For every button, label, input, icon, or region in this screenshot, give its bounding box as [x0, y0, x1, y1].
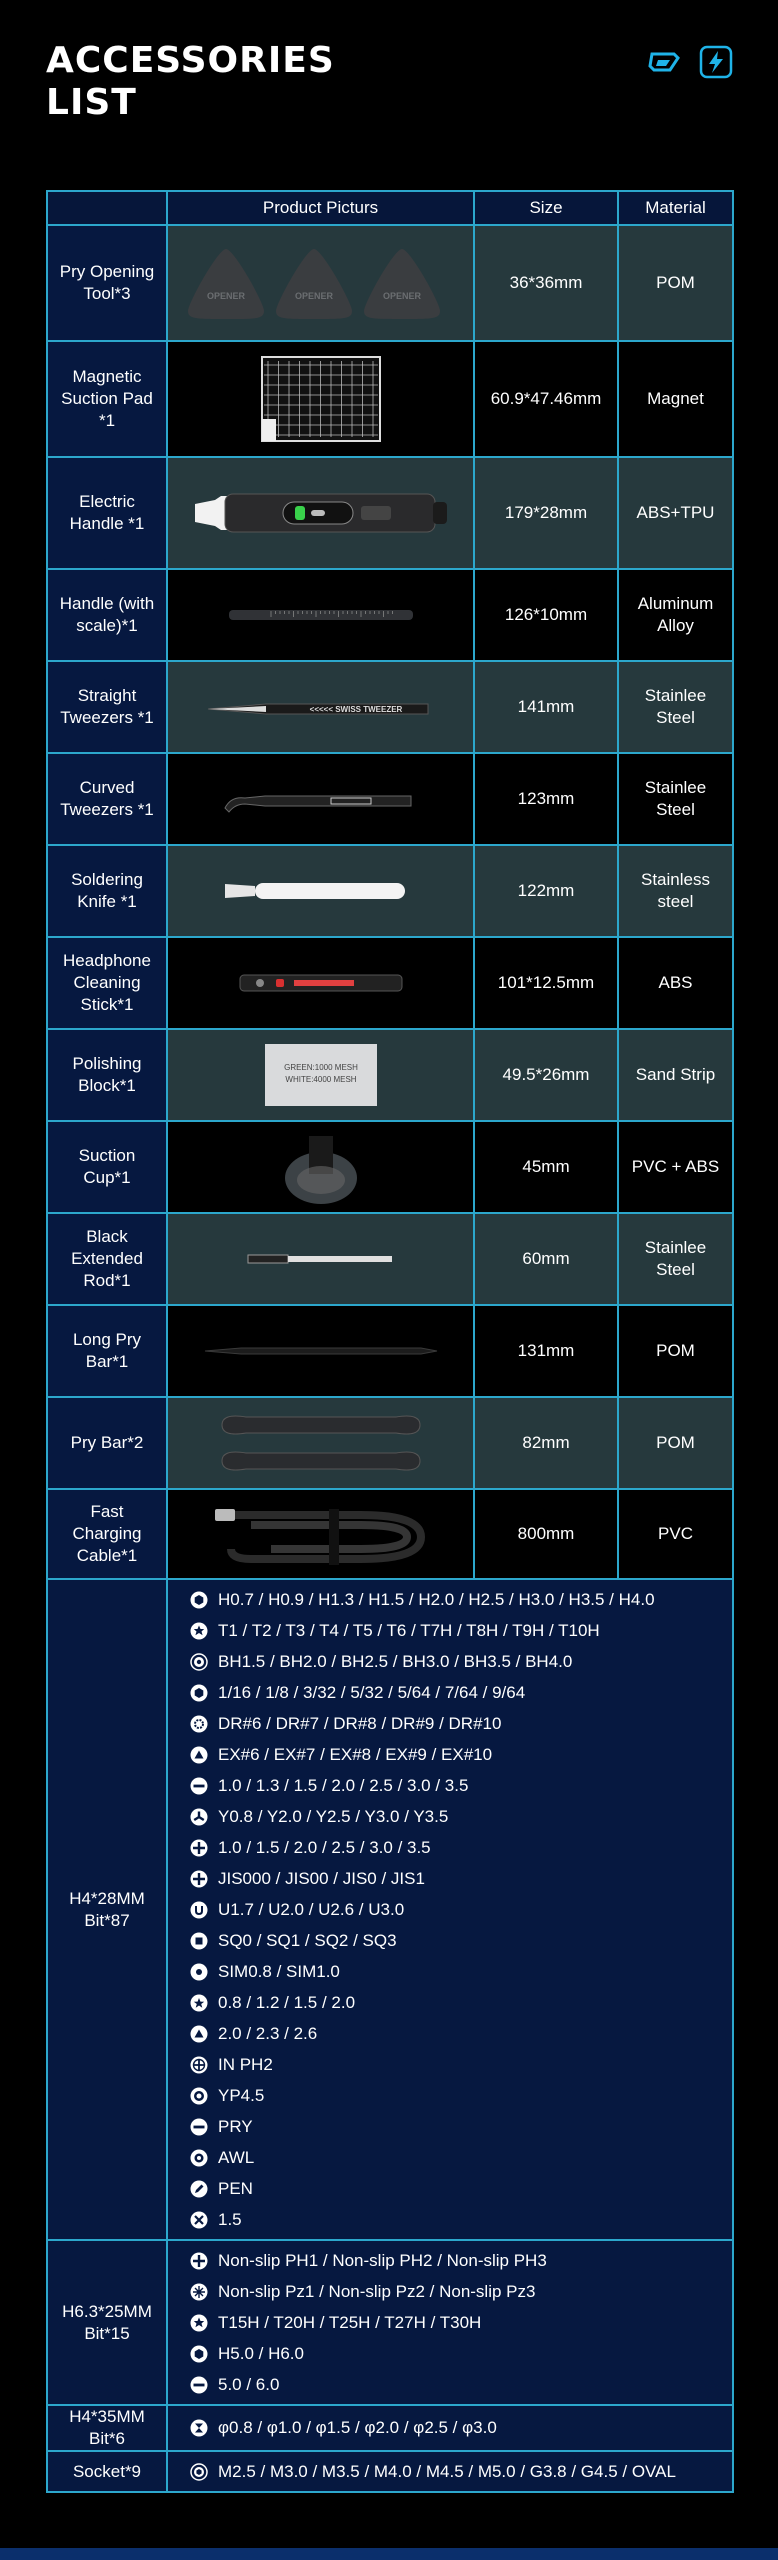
bit-item [190, 1584, 732, 1615]
hex-icon [190, 1684, 208, 1702]
product-material: Stainlee Steel [618, 661, 733, 753]
bit-item [190, 1739, 732, 1770]
product-picture [167, 569, 474, 661]
polishing-label-1: GREEN:1000 MESH [283, 1063, 358, 1072]
table-row [47, 1489, 733, 1579]
bit-item [190, 2049, 732, 2080]
bottom-strip [0, 2548, 778, 2560]
hourglass-icon [190, 2419, 208, 2437]
product-material: Stainless steel [618, 845, 733, 937]
phillips-icon [190, 1839, 208, 1857]
torx-icon [190, 1622, 208, 1640]
product-size: 101*12.5mm [474, 937, 618, 1029]
pick-label: OPENER [382, 291, 421, 301]
table-row [47, 1121, 733, 1213]
sim-icon [190, 1963, 208, 1981]
slotted-icon [190, 1777, 208, 1795]
bit-group-row [47, 2405, 733, 2451]
product-size: 60.9*47.46mm [474, 341, 618, 457]
table-row [47, 457, 733, 569]
header-picture: Product Picturs [167, 191, 474, 225]
phillips-ring-icon [190, 2056, 208, 2074]
awl-icon [190, 2149, 208, 2167]
product-name: Curved Tweezers *1 [47, 753, 167, 845]
bit-list [167, 2240, 733, 2405]
brand-logo-icon [646, 44, 682, 80]
pick-label: OPENER [206, 291, 245, 301]
product-picture [167, 1489, 474, 1579]
pozi-icon [190, 2283, 208, 2301]
product-material: ABS [618, 937, 733, 1029]
product-material: Stainlee Steel [618, 753, 733, 845]
bit-sizes: EX#6 / EX#7 / EX#8 / EX#9 / EX#10 [218, 1744, 493, 1764]
bit-sizes: DR#6 / DR#7 / DR#8 / DR#9 / DR#10 [218, 1713, 502, 1733]
scale-handle-image [168, 600, 473, 630]
bit-sizes: T1 / T2 / T3 / T4 / T5 / T6 / T7H / T8H / T9H / T10H [218, 1620, 600, 1640]
bit-group-row [47, 2240, 733, 2405]
slotted-icon [190, 2118, 208, 2136]
product-picture [167, 845, 474, 937]
product-picture [167, 753, 474, 845]
product-size: 45mm [474, 1121, 618, 1213]
product-material: PVC [618, 1489, 733, 1579]
product-picture [167, 1397, 474, 1489]
product-name: Long Pry Bar*1 [47, 1305, 167, 1397]
bit-group-name: H4*35MM Bit*6 [47, 2405, 167, 2451]
bit-item [190, 2413, 732, 2444]
electric-handle-image [168, 478, 473, 548]
bit-sizes: SIM0.8 / SIM1.0 [218, 1961, 340, 1981]
product-size: 49.5*26mm [474, 1029, 618, 1121]
triangle-icon [190, 1746, 208, 1764]
torx-icon [190, 2314, 208, 2332]
bit-item [190, 2080, 732, 2111]
bit-sizes: T15H / T20H / T25H / T27H / T30H [218, 2312, 482, 2332]
curved-tweezers-image [168, 782, 473, 816]
bit-group-name: H6.3*25MM Bit*15 [47, 2240, 167, 2405]
product-material: PVC + ABS [618, 1121, 733, 1213]
product-name: Suction Cup*1 [47, 1121, 167, 1213]
cleaning-stick-image [168, 967, 473, 999]
product-material: POM [618, 225, 733, 341]
bit-list [167, 2405, 733, 2451]
product-name: Black Extended Rod*1 [47, 1213, 167, 1305]
charging-cable-image [168, 1499, 473, 1569]
bit-sizes: JIS000 / JIS00 / JIS0 / JIS1 [218, 1868, 425, 1888]
product-picture [167, 225, 474, 341]
cog-icon [190, 2087, 208, 2105]
bit-item [190, 1863, 732, 1894]
tweezer-label: <<<<< SWISS TWEEZER [309, 705, 402, 714]
product-picture [167, 341, 474, 457]
bit-item [190, 1801, 732, 1832]
bit-item [190, 1646, 732, 1677]
gear-icon [190, 1715, 208, 1733]
bit-group-name: H4*28MM Bit*87 [47, 1579, 167, 2240]
ball-hex-icon [190, 1653, 208, 1671]
bit-group-name: Socket*9 [47, 2451, 167, 2492]
bit-sizes: PRY [218, 2116, 253, 2136]
slotted-icon [190, 2376, 208, 2394]
hex-icon [190, 2345, 208, 2363]
polishing-label-2: WHITE:4000 MESH [284, 1075, 357, 1084]
soldering-knife-image [168, 874, 473, 908]
tri-wing-icon [190, 1808, 208, 1826]
bit-item [190, 2276, 732, 2307]
table-row [47, 845, 733, 937]
product-name: Pry Opening Tool*3 [47, 225, 167, 341]
product-name: Straight Tweezers *1 [47, 661, 167, 753]
bit-sizes: U1.7 / U2.0 / U2.6 / U3.0 [218, 1899, 405, 1919]
phillips-icon [190, 2252, 208, 2270]
product-picture [167, 1121, 474, 1213]
header-material: Material [618, 191, 733, 225]
product-material: POM [618, 1305, 733, 1397]
long-pry-bar-image [168, 1339, 473, 1363]
product-size: 123mm [474, 753, 618, 845]
product-material: ABS+TPU [618, 457, 733, 569]
product-name: Handle (with scale)*1 [47, 569, 167, 661]
table-row [47, 937, 733, 1029]
bit-group-row [47, 1579, 733, 2240]
product-picture [167, 1213, 474, 1305]
pry-opening-picks-image [168, 243, 473, 323]
product-name: Headphone Cleaning Stick*1 [47, 937, 167, 1029]
bit-sizes: M2.5 / M3.0 / M3.5 / M4.0 / M4.5 / M5.0 / G3.8 / G4.5 / OVAL [218, 2461, 676, 2481]
table-header-row [47, 191, 733, 225]
bit-sizes: IN PH2 [218, 2054, 273, 2074]
product-size: 122mm [474, 845, 618, 937]
product-picture [167, 457, 474, 569]
product-name: Soldering Knife *1 [47, 845, 167, 937]
bit-item [190, 1925, 732, 1956]
bit-item [190, 1956, 732, 1987]
bit-item [190, 2173, 732, 2204]
bit-sizes: 1/16 / 1/8 / 3/32 / 5/32 / 5/64 / 7/64 / 9/64 [218, 1682, 526, 1702]
bit-sizes: 1.0 / 1.5 / 2.0 / 2.5 / 3.0 / 3.5 [218, 1837, 431, 1857]
bit-list [167, 2451, 733, 2492]
table-row [47, 341, 733, 457]
bit-item [190, 1615, 732, 1646]
bit-sizes: H0.7 / H0.9 / H1.3 / H1.5 / H2.0 / H2.5 / H3.0 / H3.5 / H4.0 [218, 1589, 655, 1609]
bit-item [190, 2245, 732, 2276]
table-row [47, 569, 733, 661]
product-material: Aluminum Alloy [618, 569, 733, 661]
bit-item [190, 2142, 732, 2173]
product-name: Pry Bar*2 [47, 1397, 167, 1489]
bit-sizes: Non-slip Pz1 / Non-slip Pz2 / Non-slip Pz3 [218, 2281, 536, 2301]
product-picture [167, 1029, 474, 1121]
product-name: Electric Handle *1 [47, 457, 167, 569]
bit-sizes: AWL [218, 2147, 255, 2167]
table-row [47, 225, 733, 341]
pentalobe-icon [190, 1994, 208, 2012]
bit-item [190, 1894, 732, 1925]
cross-icon [190, 2211, 208, 2229]
hex-icon [190, 1591, 208, 1609]
product-name: Fast Charging Cable*1 [47, 1489, 167, 1579]
product-material: Magnet [618, 341, 733, 457]
table-row [47, 1305, 733, 1397]
page-title [46, 40, 335, 124]
bit-item [190, 2111, 732, 2142]
bit-item [190, 2338, 732, 2369]
table-row [47, 1213, 733, 1305]
bit-sizes: BH1.5 / BH2.0 / BH2.5 / BH3.0 / BH3.5 / BH4.0 [218, 1651, 573, 1671]
bit-sizes: H5.0 / H6.0 [218, 2343, 304, 2363]
magnetic-pad-image [168, 353, 473, 445]
product-size: 179*28mm [474, 457, 618, 569]
polishing-block-image [168, 1040, 473, 1110]
product-size: 60mm [474, 1213, 618, 1305]
bit-item [190, 2456, 732, 2487]
triangle-icon [190, 2025, 208, 2043]
product-name: Polishing Block*1 [47, 1029, 167, 1121]
table-row [47, 661, 733, 753]
bit-group-row [47, 2451, 733, 2492]
lightning-badge-icon [698, 44, 734, 80]
product-picture [167, 1305, 474, 1397]
bit-sizes: 1.5 [218, 2209, 242, 2229]
pen-icon [190, 2180, 208, 2198]
extended-rod-image [168, 1247, 473, 1271]
bit-sizes: Y0.8 / Y2.0 / Y2.5 / Y3.0 / Y3.5 [218, 1806, 449, 1826]
bit-sizes: 2.0 / 2.3 / 2.6 [218, 2023, 318, 2043]
bit-item [190, 1677, 732, 1708]
bit-item [190, 2018, 732, 2049]
product-material: Stainlee Steel [618, 1213, 733, 1305]
bit-sizes: φ0.8 / φ1.0 / φ1.5 / φ2.0 / φ2.5 / φ3.0 [218, 2418, 497, 2437]
product-picture [167, 661, 474, 753]
bit-item [190, 2204, 732, 2235]
bit-item [190, 1987, 732, 2018]
bit-sizes: SQ0 / SQ1 / SQ2 / SQ3 [218, 1930, 397, 1950]
product-size: 800mm [474, 1489, 618, 1579]
bit-sizes: 0.8 / 1.2 / 1.5 / 2.0 [218, 1992, 356, 2012]
title-line-1: ACCESSORIES [46, 40, 335, 81]
table-row [47, 1029, 733, 1121]
bit-sizes: 5.0 / 6.0 [218, 2374, 280, 2394]
bit-item [190, 2369, 732, 2400]
table-row [47, 753, 733, 845]
product-size: 36*36mm [474, 225, 618, 341]
product-size: 82mm [474, 1397, 618, 1489]
square-icon [190, 1932, 208, 1950]
product-material: Sand Strip [618, 1029, 733, 1121]
table-row [47, 1397, 733, 1489]
bit-item [190, 1832, 732, 1863]
u-shape-icon [190, 1901, 208, 1919]
phillips-icon [190, 1870, 208, 1888]
product-name: Magnetic Suction Pad *1 [47, 341, 167, 457]
product-size: 131mm [474, 1305, 618, 1397]
pry-bars-image [168, 1403, 473, 1483]
bit-item [190, 1770, 732, 1801]
accessories-table [46, 190, 734, 2493]
product-size: 126*10mm [474, 569, 618, 661]
pick-label: OPENER [294, 291, 333, 301]
header-blank [47, 191, 167, 225]
bit-sizes: PEN [218, 2178, 253, 2198]
bit-sizes: Non-slip PH1 / Non-slip PH2 / Non-slip PH3 [218, 2250, 547, 2270]
suction-cup-image [168, 1126, 473, 1208]
bit-list [167, 1579, 733, 2240]
bit-sizes: YP4.5 [218, 2085, 265, 2105]
bit-item [190, 2307, 732, 2338]
bit-sizes: 1.0 / 1.3 / 1.5 / 2.0 / 2.5 / 3.0 / 3.5 [218, 1775, 469, 1795]
bit-item [190, 1708, 732, 1739]
straight-tweezers-image [168, 692, 473, 722]
header-size: Size [474, 191, 618, 225]
product-material: POM [618, 1397, 733, 1489]
title-line-2: LIST [46, 82, 137, 123]
product-size: 141mm [474, 661, 618, 753]
socket-icon [190, 2463, 208, 2481]
product-picture [167, 937, 474, 1029]
